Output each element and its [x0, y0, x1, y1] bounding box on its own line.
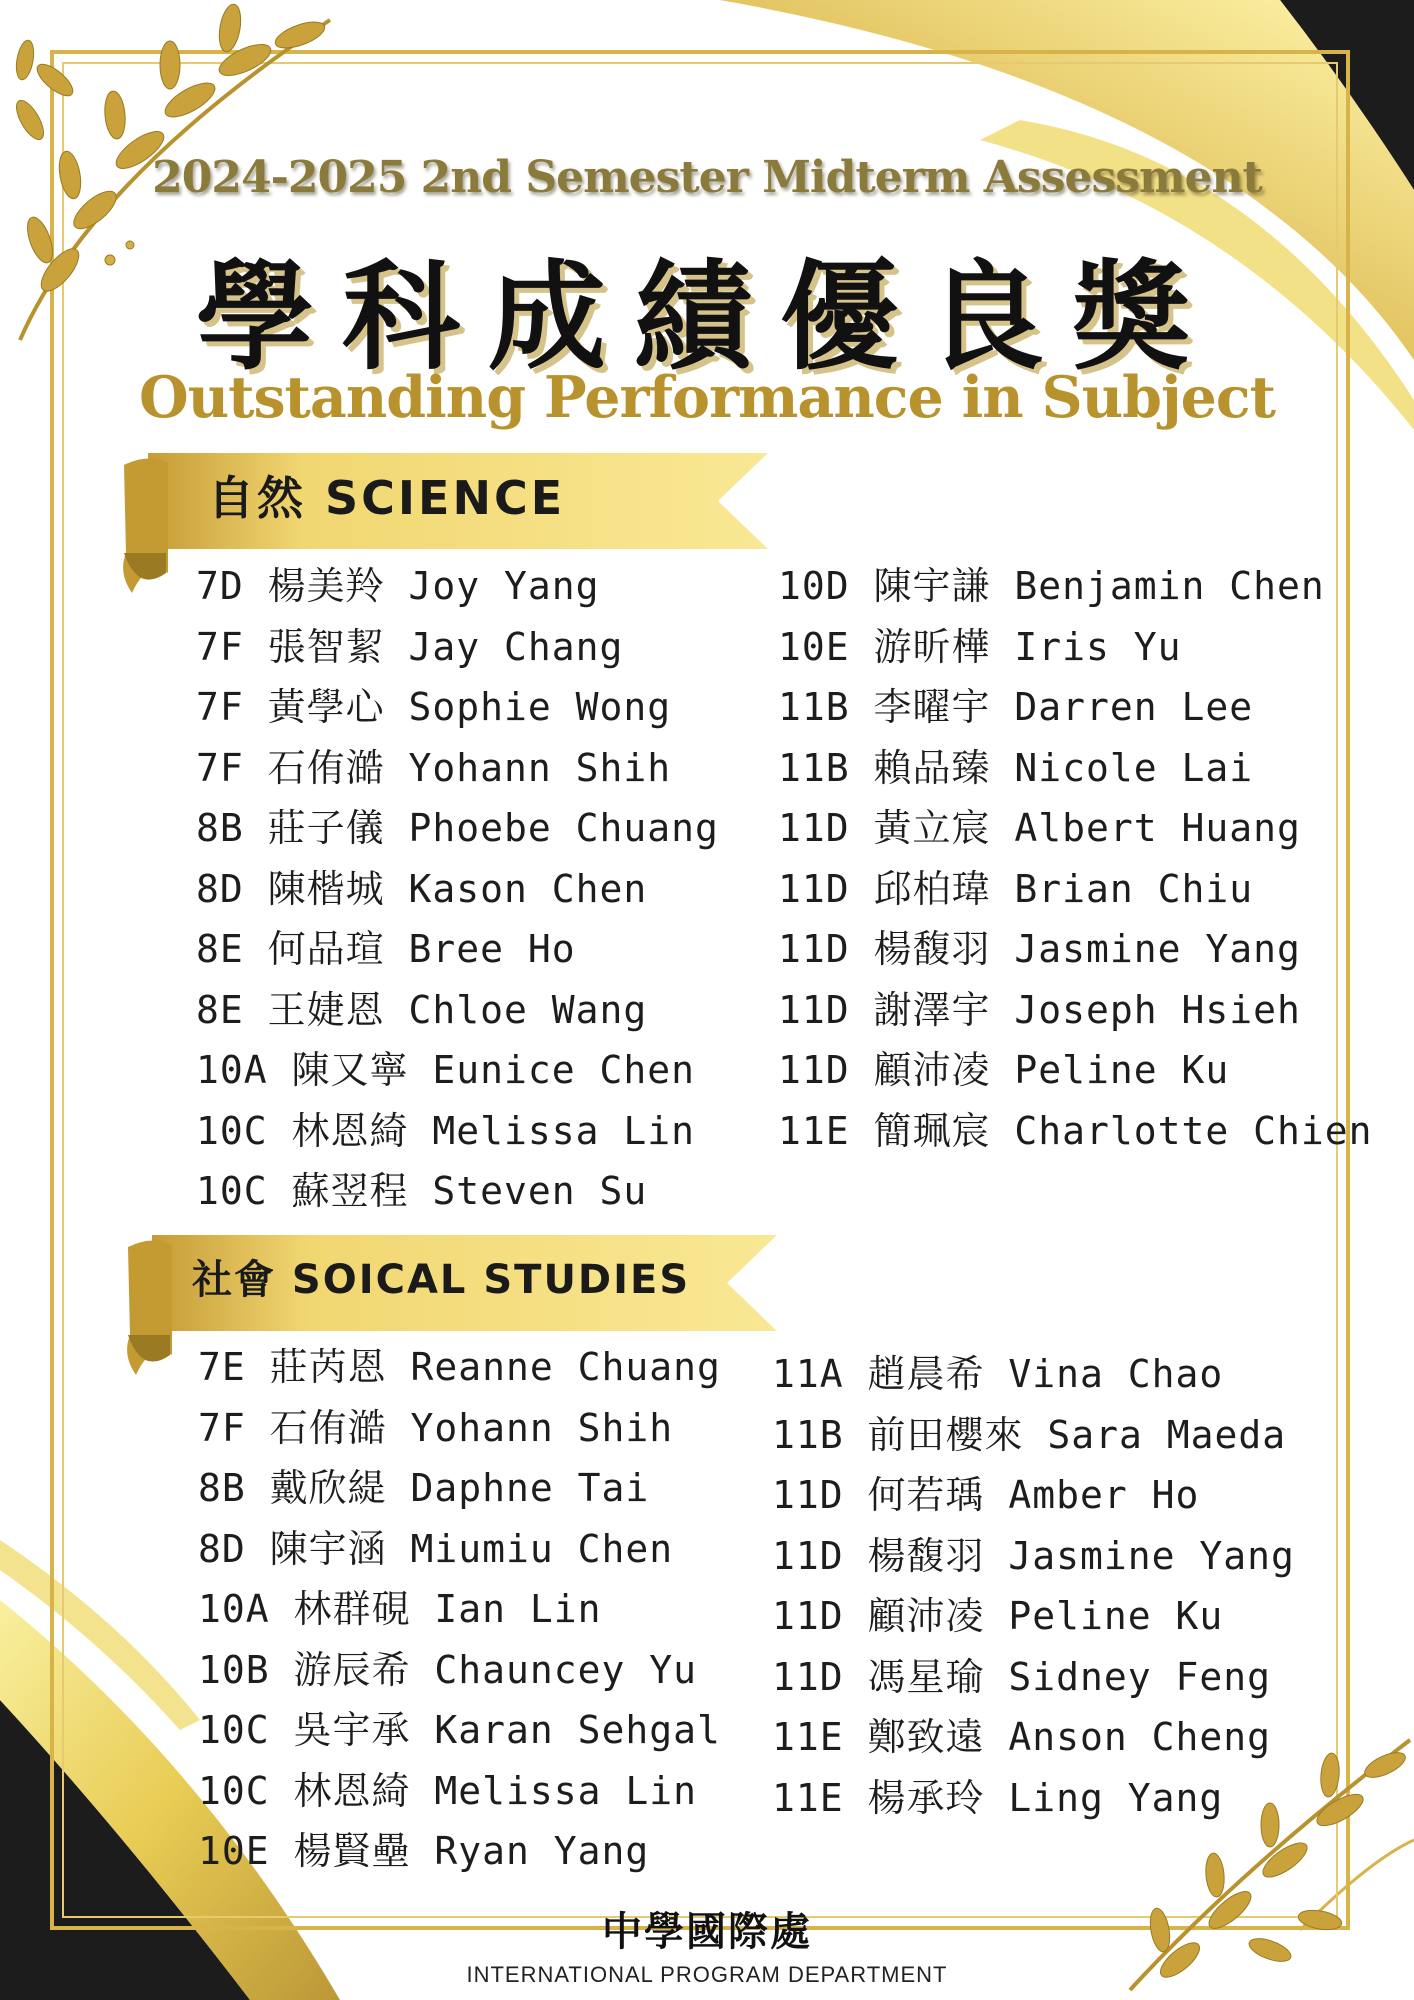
department-name-chinese: 中學國際處	[602, 1908, 812, 1955]
social-list-left	[198, 1337, 721, 1882]
science-section-banner	[118, 453, 768, 543]
award-entry: 10B 游辰希 Chauncey Yu	[198, 1647, 698, 1692]
award-entry: 11D 馮星瑜 Sidney Feng	[772, 1654, 1272, 1699]
award-entry: 10C 蘇翌程 Steven Su	[196, 1169, 648, 1213]
award-entry: 8E 王婕恩 Chloe Wang	[196, 987, 648, 1032]
page-title-chinese: 學科成績優良獎	[195, 248, 1218, 386]
award-entry: 11E 鄭致遠 Anson Cheng	[772, 1715, 1272, 1759]
award-entry: 11D 顧沛凌 Peline Ku	[772, 1594, 1224, 1638]
award-entry: 11D 何若瑀 Amber Ho	[772, 1473, 1200, 1517]
award-entry: 8D 陳宇涵 Miumiu Chen	[198, 1526, 674, 1571]
page-title-english: Outstanding Performance in Subject	[139, 364, 1275, 431]
award-entry: 10D 陳宇謙 Benjamin Chen	[778, 564, 1325, 608]
award-entry: 8D 陳楷城 Kason Chen	[196, 866, 648, 911]
award-entry: 10C 吳宇承 Karan Sehgal	[198, 1708, 721, 1752]
award-entry: 7E 莊芮恩 Reanne Chuang	[198, 1345, 721, 1389]
assessment-subtitle: 2024-2025 2nd Semester Midterm Assessment	[152, 152, 1262, 203]
science-list-right	[778, 556, 1373, 1161]
award-entry: 11D 邱柏瑋 Brian Chiu	[778, 866, 1254, 911]
social-studies-section-banner	[122, 1235, 777, 1325]
award-entry: 11B 李曜宇 Darren Lee	[778, 685, 1254, 729]
award-entry: 11B 賴品臻 Nicole Lai	[778, 745, 1254, 790]
department-name-english: INTERNATIONAL PROGRAM DEPARTMENT	[466, 1962, 948, 1987]
science-list-left	[196, 556, 719, 1222]
award-entry: 11D 楊馥羽 Jasmine Yang	[772, 1533, 1295, 1578]
award-entry: 10C 林恩綺 Melissa Lin	[198, 1768, 698, 1813]
science-section-label: 自然 SCIENCE	[208, 471, 566, 525]
award-entry: 10E 楊賢壘 Ryan Yang	[198, 1829, 650, 1873]
award-entry: 10E 游昕樺 Iris Yu	[778, 624, 1182, 669]
award-entry: 7F 石侑澔 Yohann Shih	[198, 1405, 674, 1450]
award-entry: 11A 趙晨希 Vina Chao	[772, 1352, 1224, 1396]
award-entry: 8B 莊子儀 Phoebe Chuang	[196, 806, 719, 850]
award-entry: 7D 楊美羚 Joy Yang	[196, 564, 600, 608]
award-entry: 11D 謝澤宇 Joseph Hsieh	[778, 987, 1301, 1032]
award-entry: 7F 張智絜 Jay Chang	[196, 624, 624, 669]
award-entry: 11E 楊承玲 Ling Yang	[772, 1775, 1224, 1820]
award-entry: 10C 林恩綺 Melissa Lin	[196, 1108, 696, 1153]
award-entry: 11E 簡珮宸 Charlotte Chien	[778, 1108, 1373, 1153]
award-entry: 10A 林群硯 Ian Lin	[198, 1587, 602, 1631]
award-entry: 10A 陳又寧 Eunice Chen	[196, 1048, 696, 1092]
award-entry: 7F 黃學心 Sophie Wong	[196, 685, 672, 729]
social-studies-section-label: 社會 SOICAL STUDIES	[192, 1257, 691, 1303]
award-entry: 8B 戴欣緹 Daphne Tai	[198, 1466, 650, 1510]
award-entry: 11D 顧沛凌 Peline Ku	[778, 1048, 1230, 1092]
award-entry: 8E 何品瑄 Bree Ho	[196, 927, 576, 971]
award-entry: 7F 石侑澔 Yohann Shih	[196, 745, 672, 790]
award-entry: 11D 黃立宸 Albert Huang	[778, 806, 1301, 850]
award-entry: 11B 前田櫻來 Sara Maeda	[772, 1412, 1287, 1457]
award-entry: 11D 楊馥羽 Jasmine Yang	[778, 927, 1301, 971]
social-list-right	[772, 1344, 1295, 1828]
